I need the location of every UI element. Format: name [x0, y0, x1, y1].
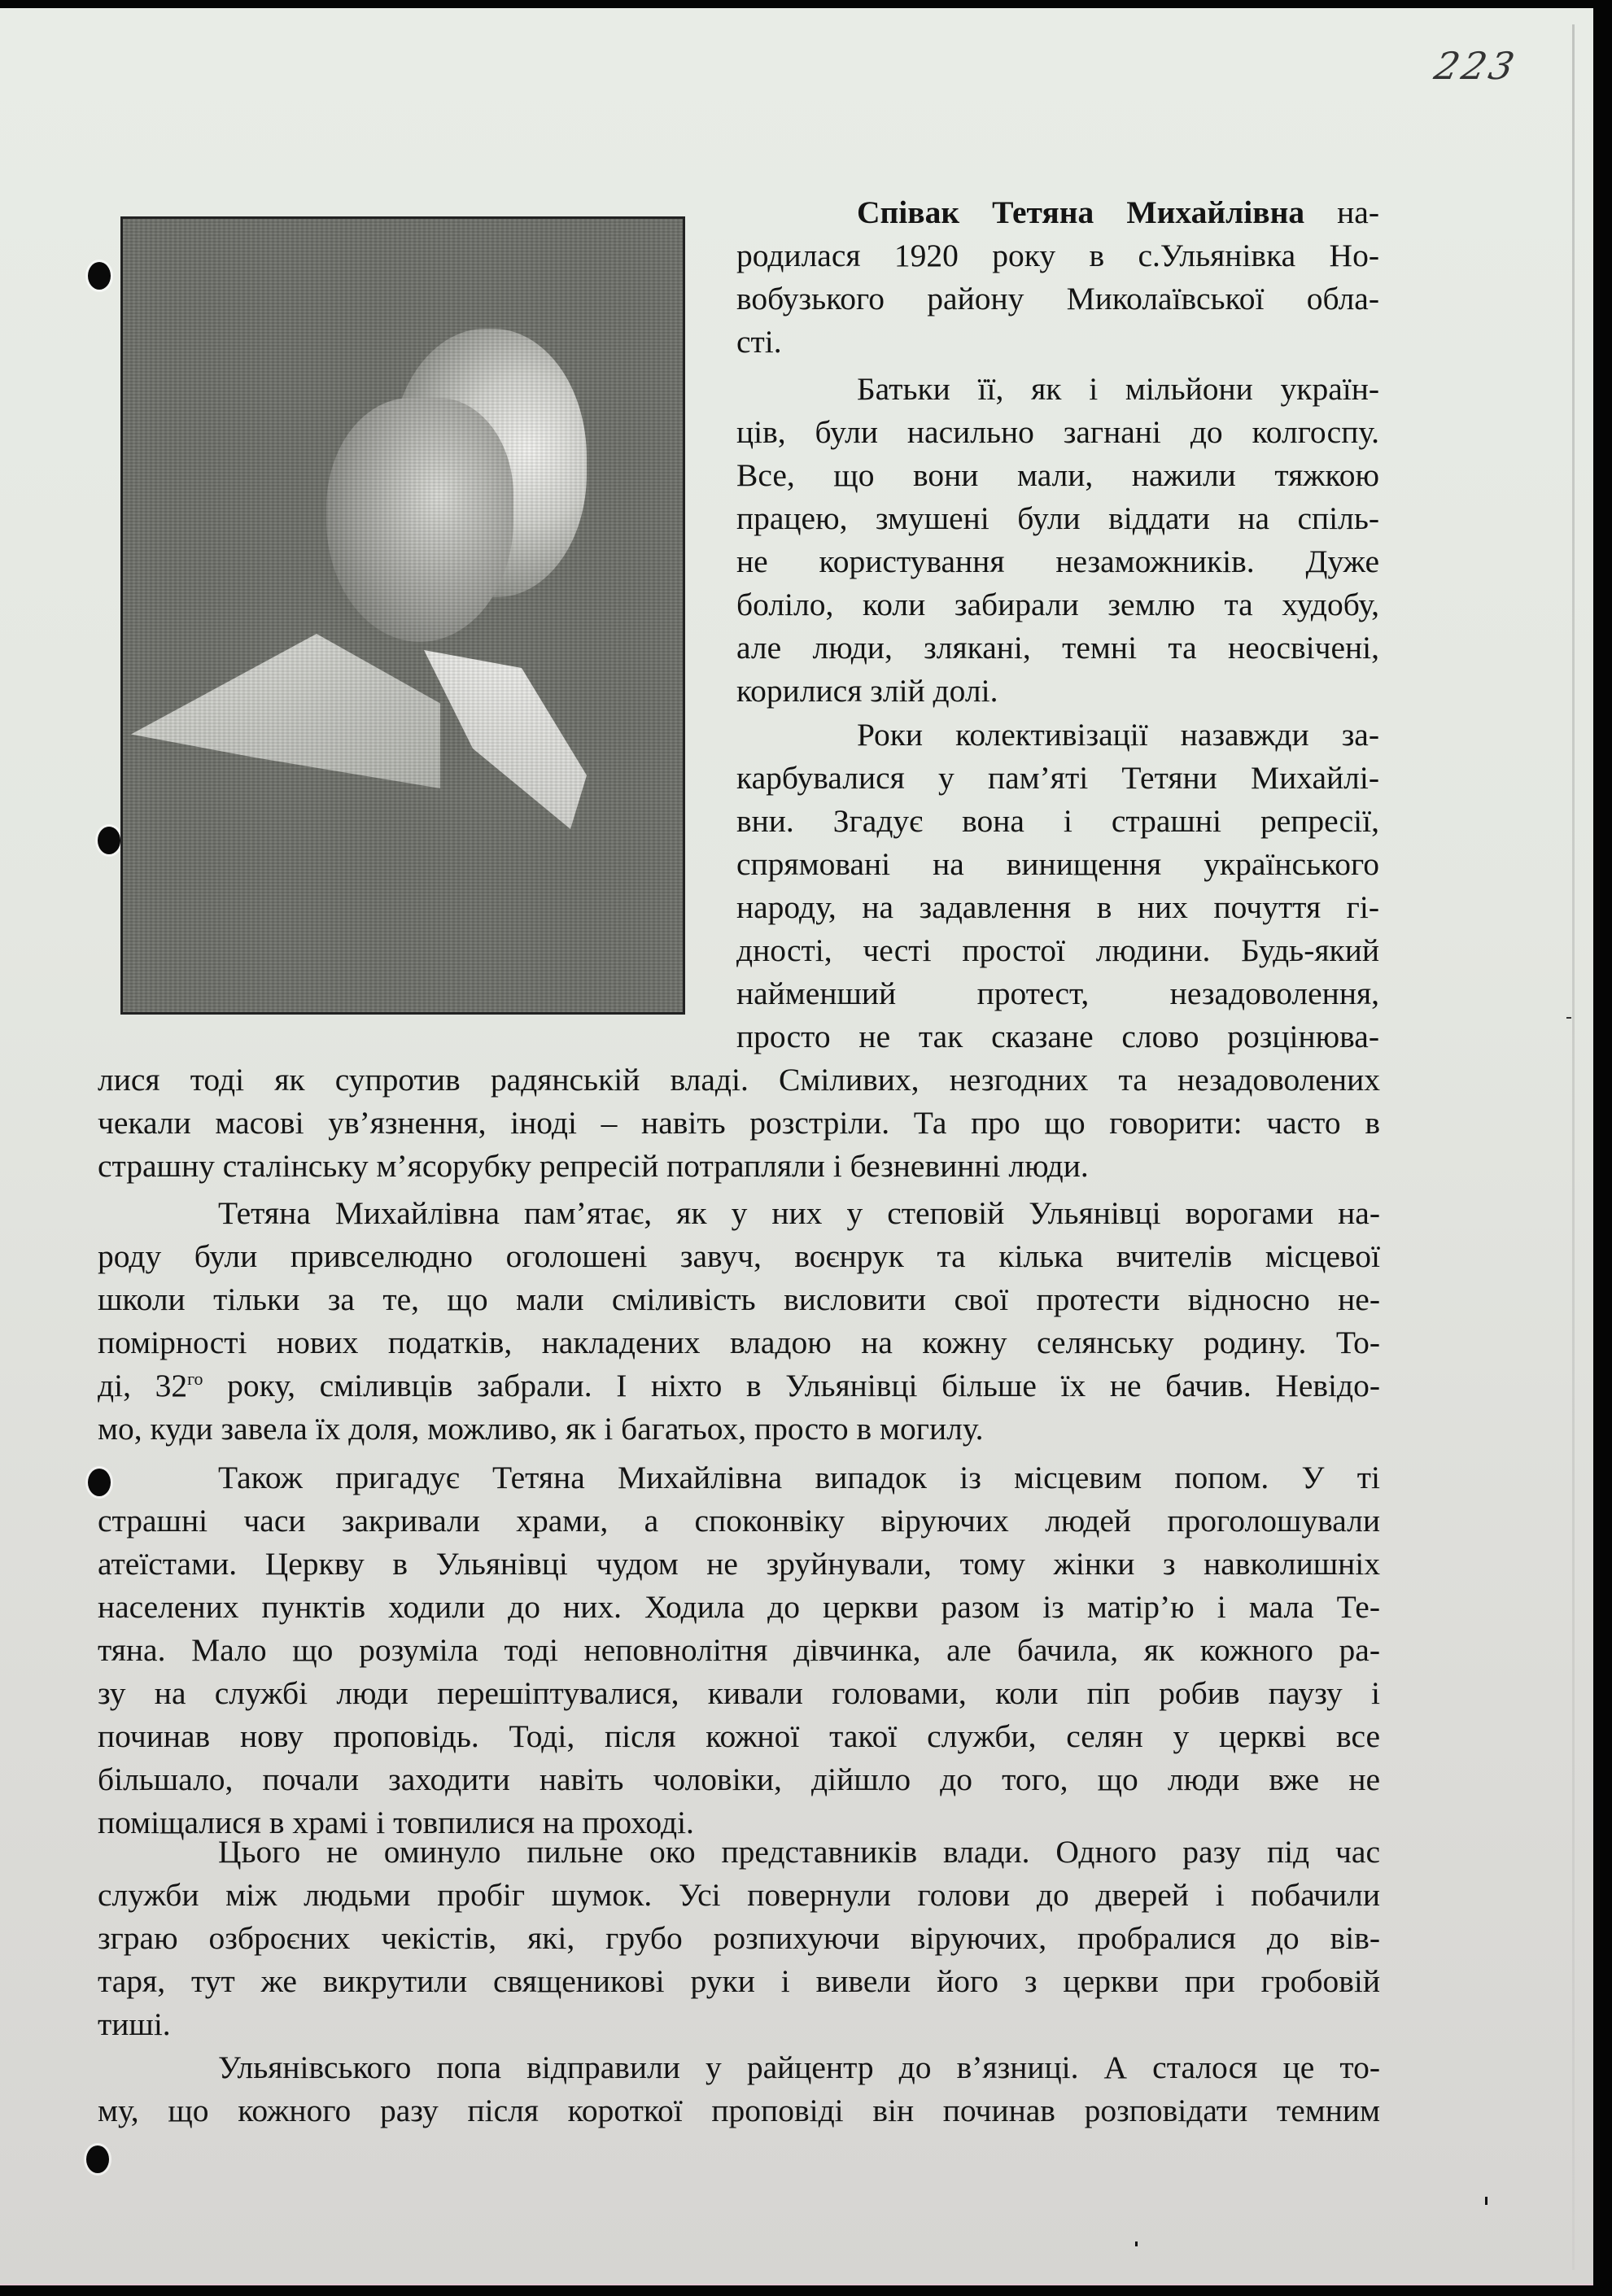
text-line: корилися злій долі. [736, 673, 998, 709]
text-line: Батьки її, як і мільйони україн- [857, 371, 1379, 407]
paragraph-parents [736, 368, 1379, 713]
text-line: мо, куди завела їх доля, можливо, як і багатьох, просто в могилу. [98, 1411, 984, 1447]
text-line: роду були привселюдно оголошені завуч, воєнрук та кілька вчителів місцевої [98, 1238, 1380, 1274]
text-line: дності, честі простої людини. Будь-який [736, 932, 1379, 968]
paper-speck [1566, 1017, 1571, 1019]
paper-speck [1485, 2197, 1487, 2205]
text-line: починав нову проповідь. Тоді, після кожної такої служби, селян у церкві все [98, 1718, 1380, 1754]
text-line [98, 1364, 1380, 1408]
text-line: більшало, почали заходити навіть чоловіки, дійшло до того, що люди вже не [98, 1761, 1380, 1797]
text-line: вобузького району Миколаївської обла- [736, 281, 1379, 316]
text-line: вни. Згадує вона і страшні репресії, [736, 803, 1379, 839]
text-line: страшні часи закривали храми, а споконвіку віруючих людей проголошували [98, 1503, 1380, 1539]
text-line: не користування незаможників. Дуже [736, 543, 1379, 579]
text-line: лися тоді як супротив радянській владі. Сміливих, незгодних та незадоволених [98, 1062, 1380, 1098]
text-line: боліло, коли забирали землю та худобу, [736, 587, 1379, 622]
text-line: спрямовані на винищення українського [736, 846, 1379, 882]
paragraph-arrest [98, 1831, 1380, 2046]
text-line: атеїстами. Церкву в Ульянівці чудом не зруйнували, тому жінки з навколишніх [98, 1546, 1380, 1582]
text-line: му, що кожного разу після короткої проповіді він починав розповідати темним [98, 2093, 1380, 2128]
text-line: Роки колективізації назавжди за- [857, 717, 1379, 753]
photo-grain [123, 219, 683, 1012]
text-line: таря, тут же викрутили священикові руки і вивели його з церкви при гробовій [98, 1963, 1380, 1999]
text-line [736, 191, 1379, 234]
punch-hole [86, 2145, 109, 2173]
text-line: найменший протест, незадоволення, [736, 976, 1379, 1011]
punch-hole [88, 262, 111, 290]
text-line: чекали масові ув’язнення, іноді – навіть розстріли. Та про що говорити: часто в [98, 1105, 1380, 1141]
text-line: тяна. Мало що розуміла тоді неповнолітня дівчинка, але бачила, як кожного ра- [98, 1632, 1380, 1668]
paragraph-collectivization [736, 714, 1379, 1059]
text-line: зграю озброєних чекістів, які, грубо розпихуючи віруючих, пробралися до вів- [98, 1920, 1380, 1956]
text-line: помірності нових податків, накладених владою на кожну селянську родину. То- [98, 1325, 1380, 1360]
paper-speck [1135, 2241, 1138, 2246]
person-name: Співак Тетяна Михайлівна [857, 194, 1305, 230]
text-line: сті. [736, 324, 782, 360]
text-fragment: ді, 32 [98, 1368, 188, 1403]
text-line: поміщалися в храмі і товпилися на проході. [98, 1805, 694, 1840]
text-line: тиші. [98, 2006, 171, 2042]
text-line: карбувалися у пам’яті Тетяни Михайлі- [736, 760, 1379, 796]
text-line: Цього не оминуло пильне око представників влади. Одного разу під час [218, 1834, 1380, 1870]
portrait-photo [120, 216, 685, 1015]
paragraph-prison [98, 2046, 1380, 2132]
text-line: служби між людьми пробіг шумок. Усі повернули голови до дверей і побачили [98, 1877, 1380, 1913]
text-fragment: року, сміливців забрали. І ніхто в Ульянівці більше їх не бачив. Невідо- [203, 1368, 1381, 1403]
text-line: родилася 1920 року в с.Ульянівка Но- [736, 238, 1379, 273]
text-line: школи тільки за те, що мали сміливість висловити свої протести відносно не- [98, 1281, 1380, 1317]
paragraph-intro [736, 191, 1379, 364]
paragraph-priest [98, 1456, 1380, 1844]
page-fold-shadow [1572, 24, 1575, 2270]
text-line: але люди, злякані, темні та неосвічені, [736, 630, 1379, 666]
document-page [0, 8, 1593, 2285]
text-line: зу на службі люди перешіптувалися, кивали головами, коли піп робив паузу і [98, 1675, 1380, 1711]
handwritten-page-number: 223 [1431, 44, 1522, 88]
text-line: народу, на задавлення в них почуття гі- [736, 889, 1379, 925]
paragraph-teachers [98, 1192, 1380, 1451]
punch-hole [98, 827, 120, 854]
superscript-ordinal: го [187, 1368, 203, 1389]
text-line: страшну сталінську м’ясорубку репресій потрапляли і безневинні люди. [98, 1148, 1089, 1184]
text-line: ців, були насильно загнані до колгоспу. [736, 414, 1379, 450]
text-line: Також пригадує Тетяна Михайлівна випадок із місцевим попом. У ті [218, 1460, 1380, 1495]
text-line: Тетяна Михайлівна пам’ятає, як у них у степовій Ульянівці ворогами на- [218, 1195, 1380, 1231]
text-line: Все, що вони мали, нажили тяжкою [736, 457, 1379, 493]
text-line: Ульянівського попа відправили у райцентр до в’язниці. А сталося це то- [218, 2049, 1380, 2085]
text-line: населених пунктів ходили до них. Ходила до церкви разом із матір’ю і мала Те- [98, 1589, 1380, 1625]
text-fragment: на- [1304, 194, 1379, 230]
paragraph-collectivization-continued [98, 1059, 1380, 1188]
text-line: просто не так сказане слово розцінюва- [736, 1019, 1379, 1054]
text-line: працею, змушені були віддати на спіль- [736, 500, 1379, 536]
